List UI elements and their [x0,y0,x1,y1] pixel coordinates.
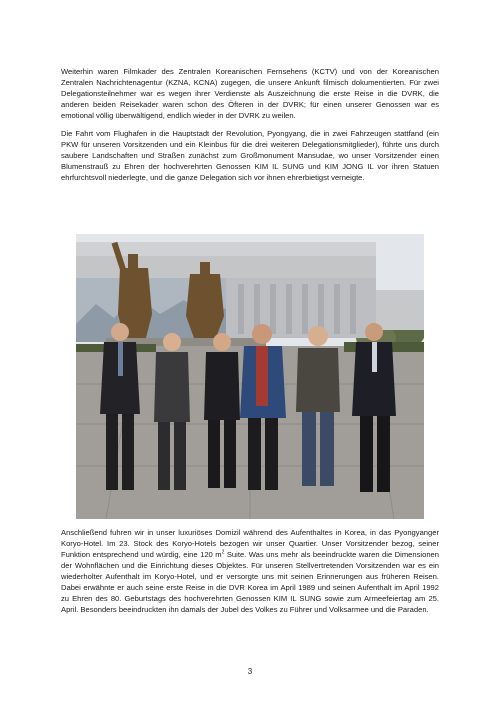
paragraph-3 [61,527,439,615]
delegation-photo [76,234,424,519]
superscript-2: 2 [221,549,225,556]
paragraph-1: Weiterhin waren Filmkader des Zentralen Koreanischen Fernsehens (KCTV) und von der Koreanischen Zentralen Nachrichtenagentur (KZNA, KCNA) zugegen, die unsere Ankunft filmisch dokumentierten. Für zwei Delegationsteilnehmer war es wegen ihrer Verdienste als Auszeichnung die erste Reise in die DVRK, die anderen beiden Reisekader waren schon des Öfteren in der DVRK; für einen unserer Genossen war es emotional völlig überwältigend, endlich wieder in der DVRK zu weilen. [61,67,439,120]
page-number: 3 [247,667,253,676]
paragraph-3-part-2: Suite. Was uns mehr als beeindruckte waren die Dimensionen der Wohnflächen und die Einrichtung dieses Objektes. Für unseren Stellvertretenden Vorsitzenden war es ein wiederholter Aufenthalt im Koryo-Hotel, und er versorgte uns mit seinen Erinnerungen aus früheren Reisen. Dabei erwähnte er auch seine erste Reise in die DVR Korea im April 1989 und seinen Aufenthalt im April 1992 zu Ehren des 80. Geburtstags des hochverehrten Genossen KIM IL SUNG sowie zum Armeefeiertag am 25. April. Besonders beeindruckten ihn damals der Jubel des Volkes zu Führer und Volksarmee und die Paraden. [61,550,439,614]
paragraph-2: Die Fahrt vom Flughafen in die Hauptstadt der Revolution, Pyongyang, die in zwei Fahrzeugen stattfand (ein PKW für unseren Vorsitzenden und ein Kleinbus für die drei weiteren Delegationsmitglieder), führte uns durch saubere Landschaften und Straßen zunächst zum Großmonument Mansudae, wo unser Vorsitzender einen Blumenstrauß zu Ehren der hochverehrten Genossen KIM IL SUNG und KIM JONG IL vor ihren Statuen ehrfurchtsvoll niederlegte, und die ganze Delegation sich vor ihnen ehrerbietigst verneigte. [61,129,439,182]
paragraph-3-part-1: Anschließend fuhren wir in unser luxuriöses Domizil während des Aufenthaltes in Korea, in das Pyongyanger Koryo-Hotel. Im 23. Stock des Koryo-Hotels bezogen wir unser Quartier. Unser Vorsitzender bezog, seiner Funktion entsprechend und würdig, eine 120 m [61,528,439,559]
